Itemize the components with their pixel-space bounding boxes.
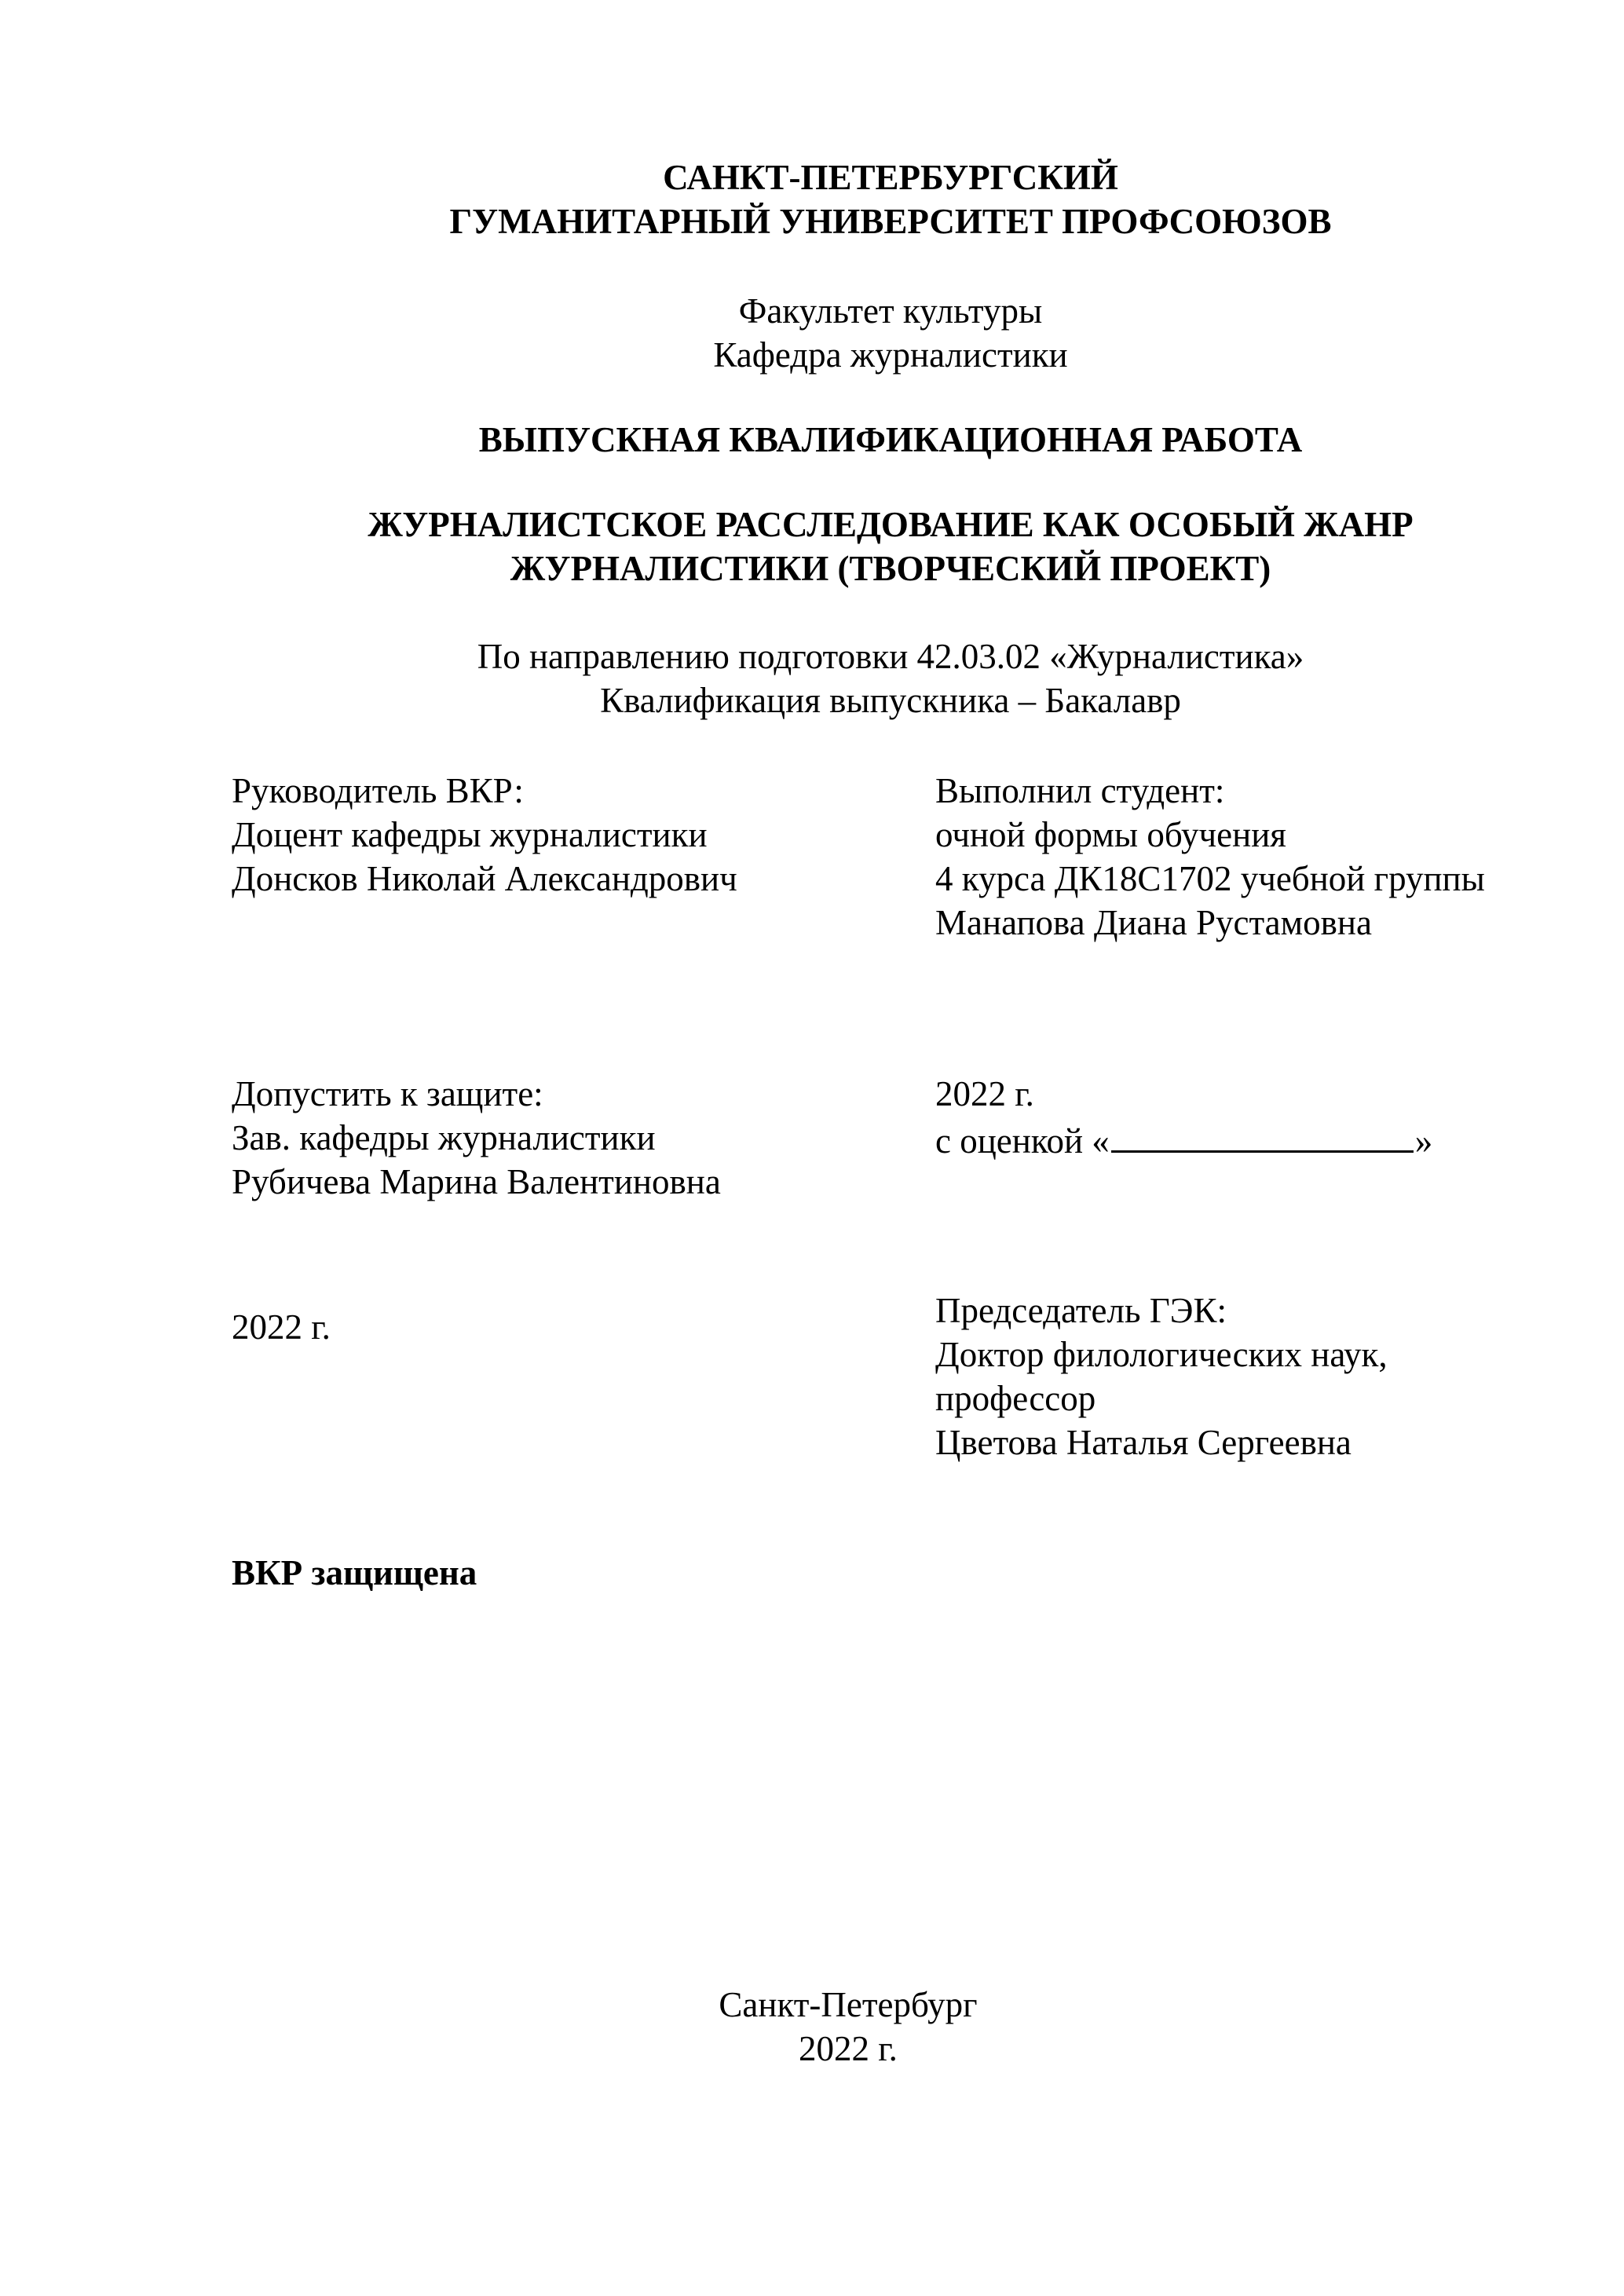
faculty-name: Факультет культуры <box>738 291 1043 331</box>
chairman-degree: Доктор филологических наук, <box>935 1335 1388 1374</box>
topic-title <box>0 503 1624 590</box>
footer-city: Санкт-Петербург <box>719 1985 978 2024</box>
defended-block <box>232 1551 477 1595</box>
qualification-text: Квалификация выпускника – Бакалавр <box>600 681 1181 720</box>
grade-year: 2022 г. <box>935 1074 1034 1113</box>
university-name-line1: САНКТ-ПЕТЕРБУРГСКИЙ <box>663 158 1118 197</box>
work-type <box>0 418 1624 462</box>
student-group: 4 курса ДК18С1702 учебной группы <box>935 859 1485 898</box>
admission-block <box>232 1072 721 1204</box>
grade-suffix: » <box>1414 1121 1433 1161</box>
topic-line2: ЖУРНАЛИСТИКИ (ТВОРЧЕСКИЙ ПРОЕКТ) <box>510 549 1271 588</box>
footer-year: 2022 г. <box>799 2029 898 2068</box>
student-label: Выполнил студент: <box>935 771 1225 810</box>
university-name-line2: ГУМАНИТАРНЫЙ УНИВЕРСИТЕТ ПРОФСОЮЗОВ <box>449 202 1332 241</box>
student-name: Манапова Диана Рустамовна <box>935 903 1372 942</box>
grade-block <box>935 1072 1432 1163</box>
chairman-name: Цветова Наталья Сергеевна <box>935 1423 1352 1462</box>
defended-text: ВКР защищена <box>232 1553 477 1592</box>
supervisor-position: Доцент кафедры журналистики <box>232 815 708 854</box>
admission-label: Допустить к защите: <box>232 1074 543 1113</box>
admission-year: 2022 г. <box>232 1307 331 1347</box>
chairman-label: Председатель ГЭК: <box>935 1291 1227 1330</box>
chairman-block <box>935 1289 1388 1464</box>
supervisor-label: Руководитель ВКР: <box>232 771 524 810</box>
student-form: очной формы обучения <box>935 815 1286 854</box>
admission-name: Рубичева Марина Валентиновна <box>232 1162 721 1201</box>
grade-blank <box>1111 1116 1414 1153</box>
supervisor-name: Донсков Николай Александрович <box>232 859 737 898</box>
admission-position: Зав. кафедры журналистики <box>232 1118 656 1157</box>
student-block <box>935 769 1485 945</box>
direction-text: По направлению подготовки 42.03.02 «Журналистика» <box>477 637 1304 676</box>
grade-line <box>935 1116 1432 1163</box>
grade-prefix: с оценкой « <box>935 1121 1110 1161</box>
chairman-title: профессор <box>935 1379 1096 1418</box>
work-type-text: ВЫПУСКНАЯ КВАЛИФИКАЦИОННАЯ РАБОТА <box>478 420 1303 459</box>
university-name <box>0 155 1624 243</box>
faculty-block <box>0 289 1624 377</box>
direction-block <box>0 634 1624 722</box>
topic-line1: ЖУРНАЛИСТСКОЕ РАССЛЕДОВАНИЕ КАК ОСОБЫЙ ЖАНР <box>368 505 1414 544</box>
department-name: Кафедра журналистики <box>713 335 1068 375</box>
admission-year-block <box>232 1305 331 1349</box>
footer-block <box>0 1983 1624 2071</box>
supervisor-block <box>232 769 737 901</box>
